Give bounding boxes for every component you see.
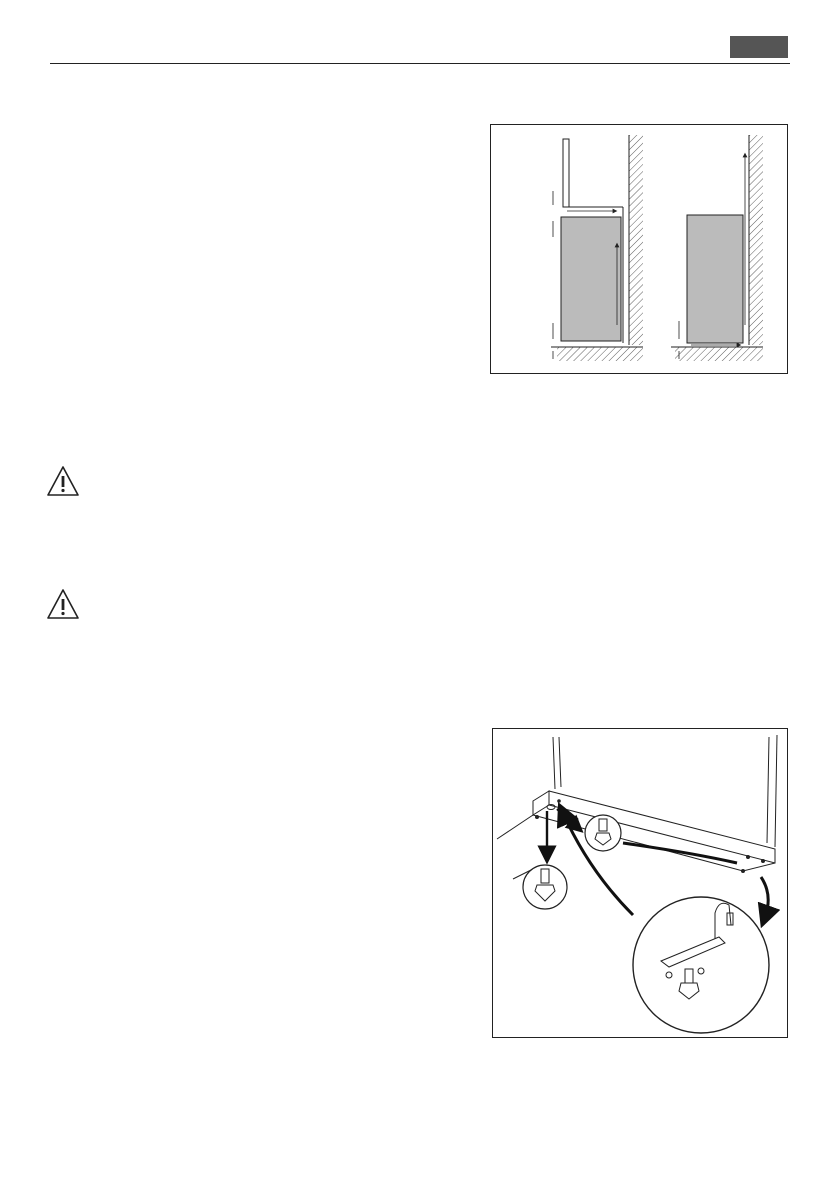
warning-triangle-icon (46, 588, 80, 620)
ventilation-diagram-graphic (491, 125, 787, 373)
door-reversal-diagram (492, 728, 788, 1038)
header-rule (50, 63, 790, 64)
section-tab (730, 36, 788, 58)
warning-triangle-icon (46, 465, 80, 497)
ventilation-diagram (490, 124, 788, 374)
door-reversal-diagram-graphic (493, 729, 787, 1037)
